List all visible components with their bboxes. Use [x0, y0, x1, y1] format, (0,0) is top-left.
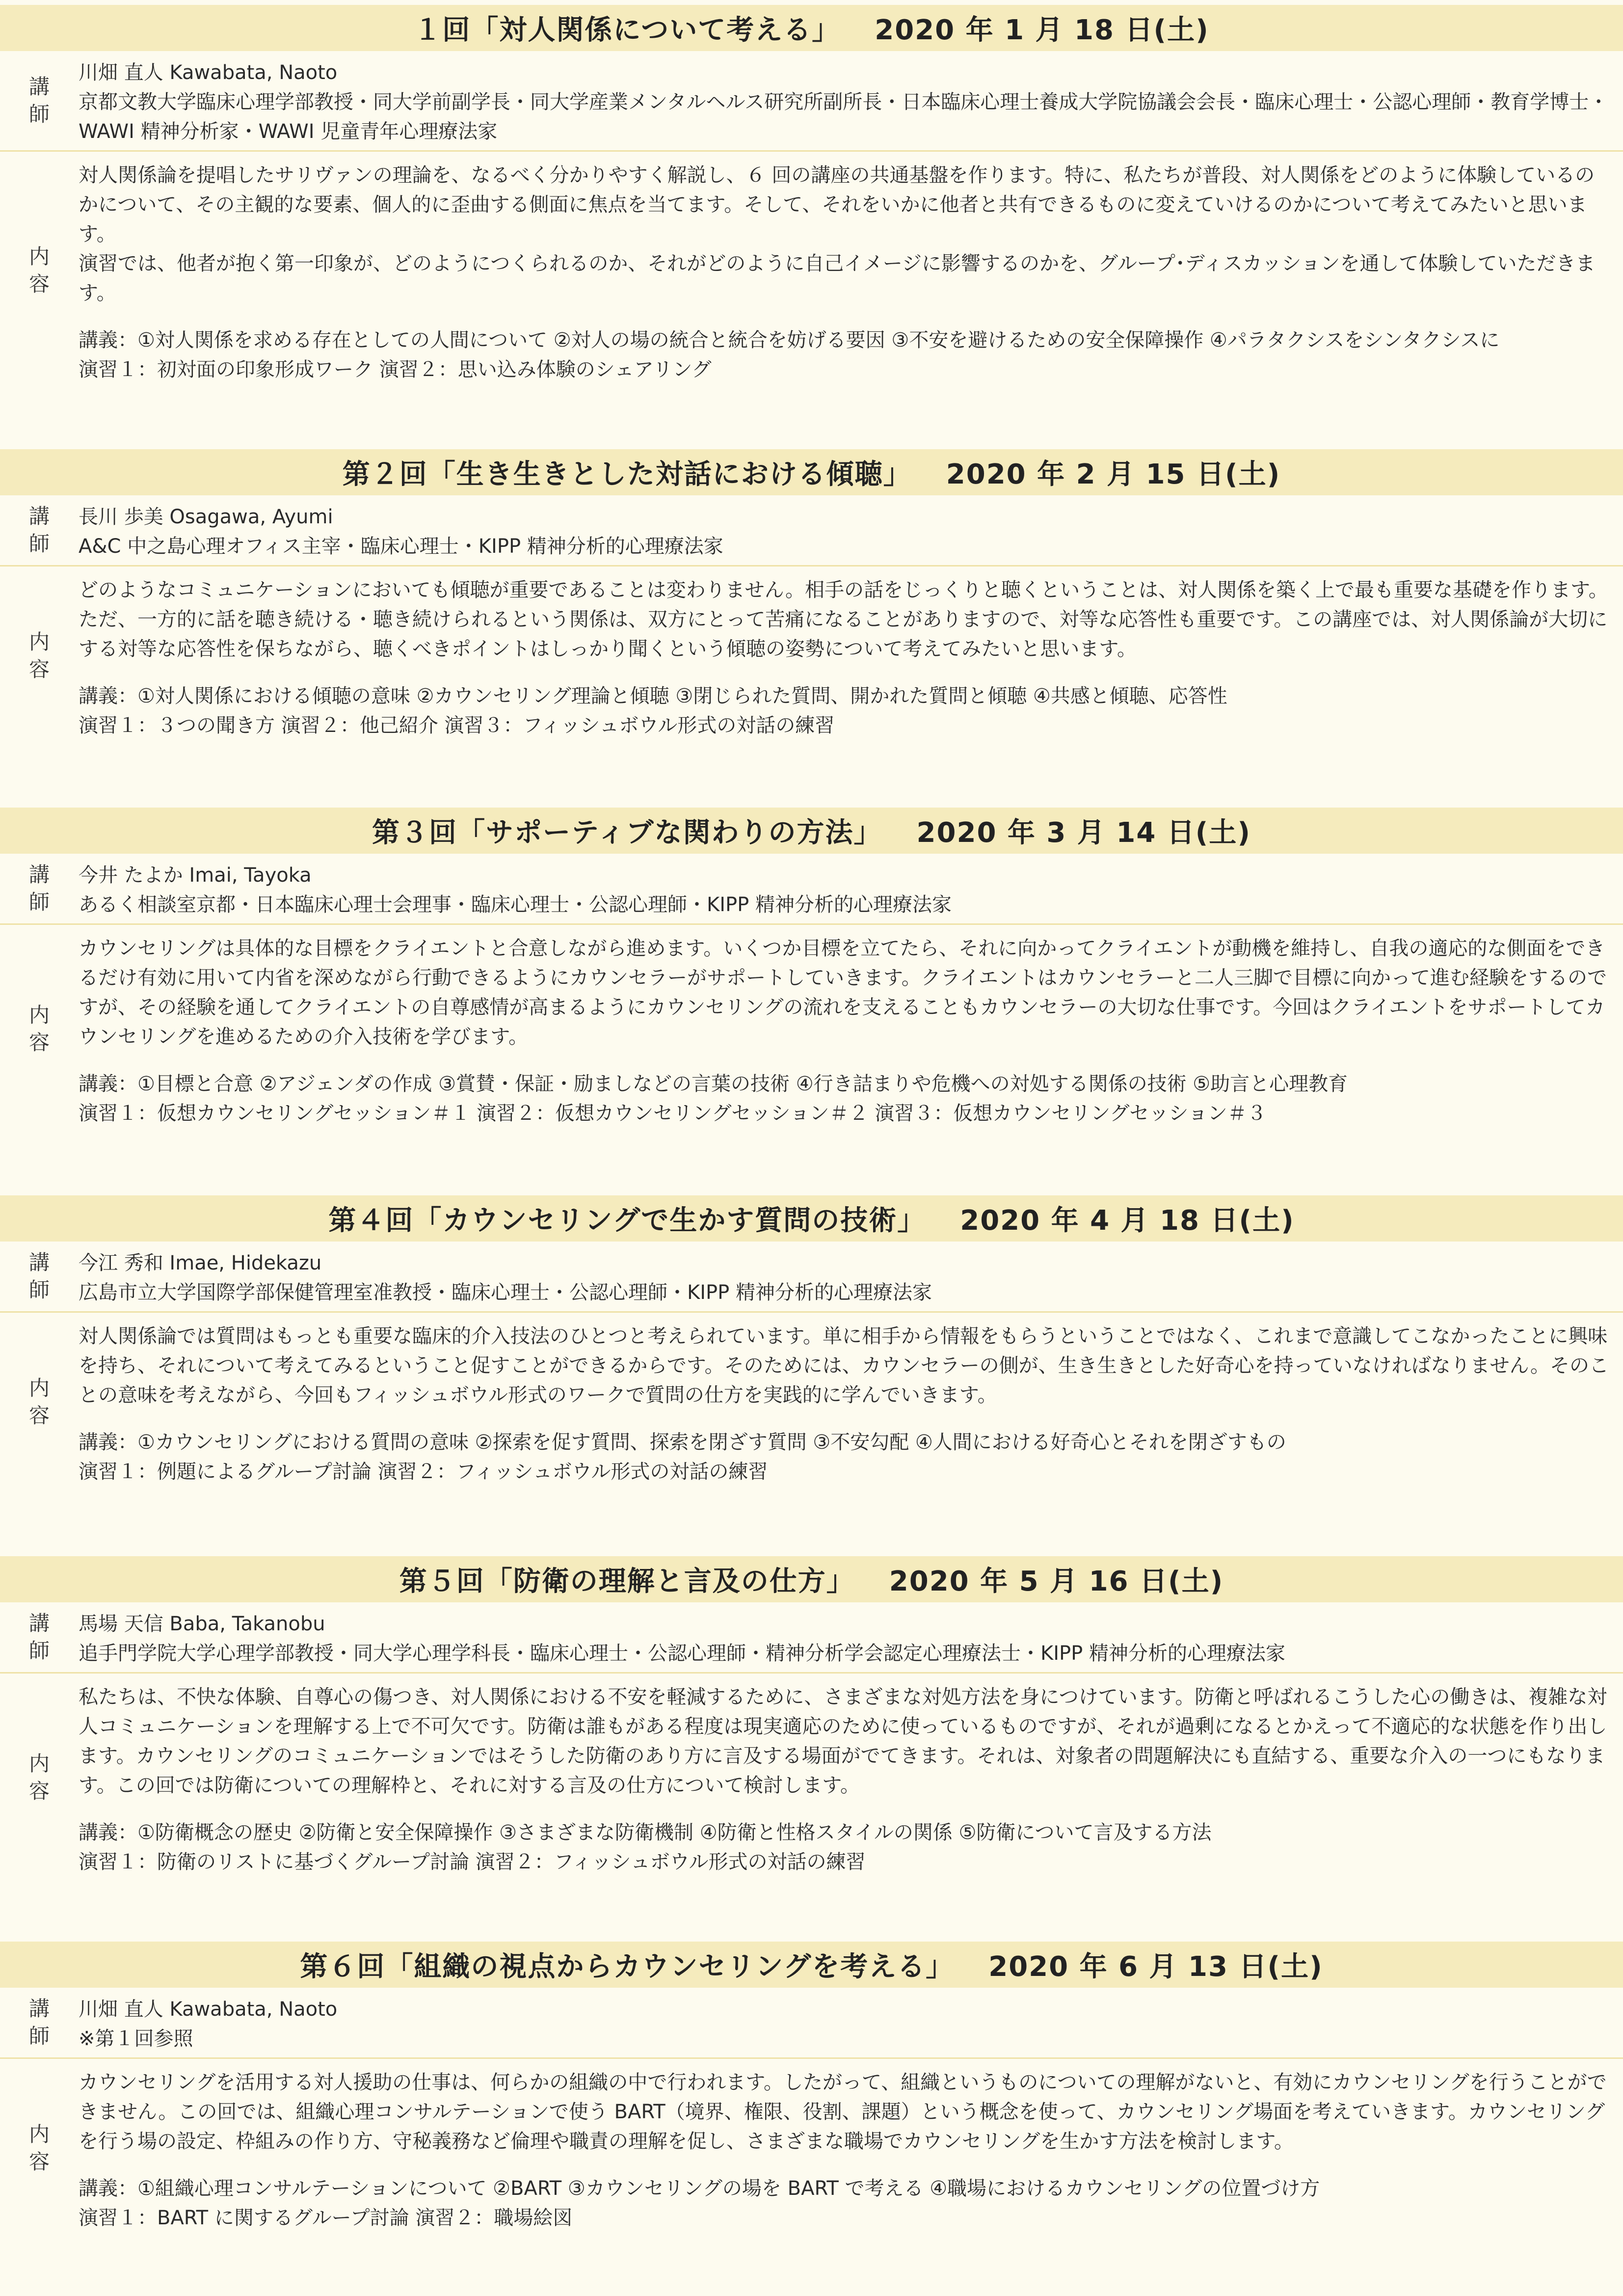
instructor-name: 今江 秀和 Imae, Hidekazu: [79, 1252, 322, 1274]
session-date: 2020 年 2 月 15 日(土): [946, 459, 1281, 490]
instructor-name: 川畑 直人 Kawabata, Naoto: [79, 61, 338, 84]
instructor-info: [79, 1988, 1623, 2057]
instructor-info: [79, 854, 1623, 923]
instructor-label: 講 師: [28, 863, 50, 914]
content-row: [0, 567, 1623, 745]
session-title: 第２回「生き生きとした対話における傾聴」: [342, 459, 912, 490]
exercise-list: 演習１：初対面の印象形成ワーク 演習２：思い込み体験のシェアリング: [79, 358, 712, 381]
exercise-list: 演習１：仮想カウンセリングセッション＃１ 演習２：仮想カウンセリングセッション＃２ 演習３：仮想カウンセリングセッション＃３: [79, 1102, 1267, 1125]
session-title: １回「対人関係について考える」: [414, 14, 841, 46]
content-label: 内 容: [28, 1752, 50, 1803]
exercise-list: 演習１：防衛のリストに基づくグループ討論 演習２：フィッシュボウル形式の対話の練習: [79, 1851, 866, 1873]
content-body: [79, 1313, 1623, 1491]
session-title: 第４回「カウンセリングで生かす質問の技術」: [328, 1205, 926, 1237]
content-body: [79, 567, 1623, 745]
content-body: [79, 1674, 1623, 1882]
exercise-list: 演習１：３つの聞き方 演習２：他己紹介 演習３：フィッシュボウル形式の対話の練習: [79, 714, 835, 737]
lecture-topics: 講義：①防衛概念の歴史 ②防衛と安全保障操作 ③さまざまな防衛機制 ④防衛と性格スタイルの関係 ⑤防衛について言及する方法: [79, 1821, 1212, 1844]
instructor-affiliation: あるく相談室京都・日本臨床心理士会理事・臨床心理士・公認心理師・KIPP 精神分析的心理療法家: [79, 893, 952, 916]
instructor-name: 長川 歩美 Osagawa, Ayumi: [79, 506, 333, 528]
instructor-info: [79, 1602, 1623, 1672]
content-body: [79, 2059, 1623, 2238]
instructor-affiliation: 追手門学院大学心理学部教授・同大学心理学科長・臨床心理士・公認心理師・精神分析学会認定心理療法士・KIPP 精神分析的心理療法家: [79, 1642, 1285, 1665]
instructor-row: [0, 1602, 1623, 1674]
session-6: [0, 1942, 1623, 2238]
session-title: 第６回「組織の視点からカウンセリングを考える」: [300, 1951, 955, 1983]
lecture-topics: 講義：①対人関係における傾聴の意味 ②カウンセリング理論と傾聴 ③閉じられた質問、開かれた質問と傾聴 ④共感と傾聴、応答性: [79, 685, 1227, 707]
session-1: [0, 5, 1623, 389]
session-header: [0, 449, 1623, 495]
lecture-topics: 講義：①カウンセリングにおける質問の意味 ②探索を促す質問、探索を閉ざす質問 ③不安勾配 ④人間における好奇心とそれを閉ざすもの: [79, 1431, 1286, 1454]
instructor-info: [79, 51, 1623, 150]
session-3: [0, 808, 1623, 1133]
instructor-row: [0, 495, 1623, 567]
content-body: [79, 925, 1623, 1133]
instructor-affiliation: A&C 中之島心理オフィス主宰・臨床心理士・KIPP 精神分析的心理療法家: [79, 535, 723, 558]
instructor-label: 講 師: [28, 504, 50, 556]
session-header: [0, 1195, 1623, 1242]
session-description: カウンセリングは具体的な目標をクライエントと合意しながら進めます。いくつか目標を立てたら、それに向かってクライエントが動機を維持し、自我の適応的な側面をできるだけ有効に用いて内省を深めながら行動できるようにカウンセラーがサポートしていきます。クライエントはカウンセラーと二人三脚で目標に向かって進む経験をするのですが、その経験を通してクライエントの自尊感情が高まるようにカウンセリングの流れを支えることもカウンセラーの大切な仕事です。今回はクライエントをサポートしてカウンセリングを進めるための介入技術を学びます。: [79, 937, 1607, 1048]
session-title: 第５回「防衛の理解と言及の仕方」: [399, 1566, 855, 1597]
instructor-label: 講 師: [28, 75, 50, 126]
session-description: どのようなコミュニケーションにおいても傾聴が重要であることは変わりません。相手の話をじっくりと聴くということは、対人関係を築く上で最も重要な基礎を作ります。ただ、一方的に話を聴き続ける・聴き続けられるという関係は、双方にとって苦痛になることがありますので、対等な応答性も重要です。この講座では、対人関係論が大切にする対等な応答性を保ちながら、聴くべきポイントはしっかり聞くという傾聴の姿勢について考えてみたいと思います。: [79, 579, 1608, 660]
instructor-affiliation: 京都文教大学臨床心理学部教授・同大学前副学長・同大学産業メンタルヘルス研究所副所長・日本臨床心理士養成大学院協議会会長・臨床心理士・公認心理師・教育学博士・WAWI 精神分析家・WAWI 児童青年心理療法家: [79, 91, 1609, 143]
instructor-info: [79, 495, 1623, 565]
session-4: [0, 1195, 1623, 1491]
content-label: 内 容: [28, 1376, 50, 1428]
exercise-list: 演習１：例題によるグループ討論 演習２：フィッシュボウル形式の対話の練習: [79, 1460, 768, 1483]
instructor-affiliation: 広島市立大学国際学部保健管理室准教授・臨床心理士・公認心理師・KIPP 精神分析的心理療法家: [79, 1281, 932, 1304]
session-description: カウンセリングを活用する対人援助の仕事は、何らかの組織の中で行われます。したがって、組織というものについての理解がないと、有効にカウンセリングを行うことができません。この回では、組織心理コンサルテーションで使う BART（境界、権限、役割、課題）という概念を使って、カウンセリング場面を考えていきます。カウンセリングを行う場の設定、枠組みの作り方、守秘義務など倫理や職責の理解を促し、さまざまな職場でカウンセリングを生かす方法を検討します。: [79, 2071, 1607, 2153]
session-description: 対人関係論を提唱したサリヴァンの理論を、なるべく分かりやすく解説し、６ 回の講座の共通基盤を作ります。特に、私たちが普段、対人関係をどのように体験しているのかについて、その主観的な要素、個人的に歪曲する側面に焦点を当てます。そして、それをいかに他者と共有できるものに変えていけるのかについて考えてみたいと思います。: [79, 164, 1595, 245]
lecture-topics: 講義：①対人関係を求める存在としての人間について ②対人の場の統合と統合を妨げる要因 ③不安を避けるための安全保障操作 ④パラタクシスをシンタクシスに: [79, 329, 1500, 351]
session-header: [0, 808, 1623, 854]
session-2: [0, 449, 1623, 745]
instructor-name: 川畑 直人 Kawabata, Naoto: [79, 1998, 338, 2021]
content-row: [0, 2059, 1623, 2238]
content-row: [0, 925, 1623, 1133]
session-description: 私たちは、不快な体験、自尊心の傷つき、対人関係における不安を軽減するために、さまざまな対処方法を身につけています。防衛と呼ばれるこうした心の働きは、複雑な対人コミュニケーションを理解する上で不可欠です。防衛は誰もがある程度は現実適応のために使っているものですが、それが過剰になるとかえって不適応的な状態を作り出します。カウンセリングのコミュニケーションではそうした防衛のあり方に言及する場面がでてきます。それは、対象者の問題解決にも直結する、重要な介入の一つにもなります。この回では防衛についての理解枠と、それに対する言及の仕方について検討します。: [79, 1686, 1607, 1797]
session-date: 2020 年 5 月 16 日(土): [889, 1566, 1224, 1597]
instructor-row: [0, 1988, 1623, 2059]
instructor-affiliation: ※第１回参照: [79, 2027, 193, 2050]
exercise-list: 演習１：BART に関するグループ討論 演習２：職場絵図: [79, 2207, 573, 2229]
content-body: [79, 152, 1623, 389]
instructor-row: [0, 51, 1623, 152]
lecture-topics: 講義：①目標と合意 ②アジェンダの作成 ③賞賛・保証・励ましなどの言葉の技術 ④行き詰まりや危機への対処する関係の技術 ⑤助言と心理教育: [79, 1073, 1348, 1095]
instructor-row: [0, 854, 1623, 925]
lecture-topics: 講義：①組織心理コンサルテーションについて ②BART ③カウンセリングの場を BART で考える ④職場におけるカウンセリングの位置づけ方: [79, 2177, 1320, 2200]
content-label: 内 容: [28, 630, 50, 681]
session-date: 2020 年 1 月 18 日(土): [875, 14, 1209, 46]
instructor-info: [79, 1242, 1623, 1311]
session-header: [0, 1942, 1623, 1988]
instructor-name: 今井 たよか Imai, Tayoka: [79, 864, 312, 887]
session-date: 2020 年 4 月 18 日(土): [960, 1205, 1295, 1237]
content-row: [0, 152, 1623, 389]
practice-note: 演習では、他者が抱く第一印象が、どのようにつくられるのか、それがどのように自己イメージに影響するのかを、グループ･ディスカッションを通して体験していただきます。: [79, 252, 1596, 304]
session-date: 2020 年 3 月 14 日(土): [916, 817, 1251, 849]
session-title: 第３回「サポーティブな関わりの方法」: [372, 817, 882, 849]
session-header: [0, 5, 1623, 51]
instructor-label: 講 師: [28, 1997, 50, 2048]
instructor-label: 講 師: [28, 1611, 50, 1663]
content-label: 内 容: [28, 244, 50, 296]
instructor-label: 講 師: [28, 1250, 50, 1302]
session-header: [0, 1556, 1623, 1602]
content-label: 内 容: [28, 2122, 50, 2174]
instructor-row: [0, 1242, 1623, 1313]
content-row: [0, 1674, 1623, 1882]
session-5: [0, 1556, 1623, 1882]
instructor-name: 馬場 天信 Baba, Takanobu: [79, 1613, 325, 1635]
session-date: 2020 年 6 月 13 日(土): [988, 1951, 1323, 1983]
content-row: [0, 1313, 1623, 1491]
content-label: 内 容: [28, 1003, 50, 1054]
session-description: 対人関係論では質問はもっとも重要な臨床的介入技法のひとつと考えられています。単に相手から情報をもらうということではなく、これまで意識してこなかったことに興味を持ち、それについて考えてみるということ促すことができるからです。そのためには、カウンセラーの側が、生き生きとした好奇心を持っていなければなりません。そのことの意味を考えながら、今回もフィッシュボウル形式のワークで質問の仕方を実践的に学んでいきます。: [79, 1325, 1609, 1406]
